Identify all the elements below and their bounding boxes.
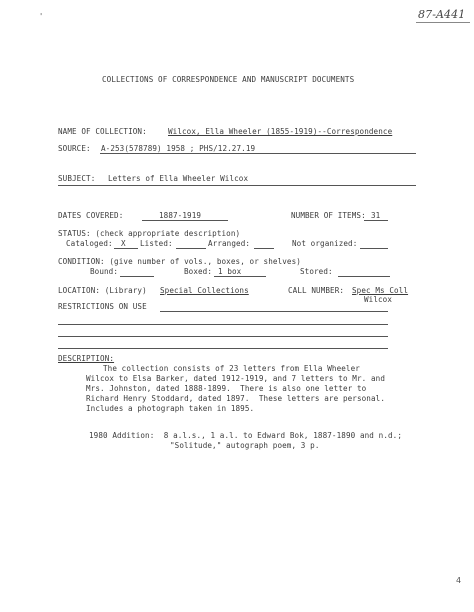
source-label: SOURCE: [58,144,91,153]
boxed-value: 1 box [218,267,242,276]
description-line: Includes a photograph taken in 1895. [86,404,255,413]
boxed-label: Boxed: [184,267,213,276]
dates-covered-underline [142,220,228,221]
subject-underline [58,185,416,186]
description-line: Mrs. Johnston, dated 1888-1899. There is also one letter to [86,384,367,393]
boxed-underline [214,276,266,277]
source-underline [100,153,416,154]
not-organized-label: Not organized: [292,239,358,248]
addition-line: 1980 Addition: 8 a.l.s., 1 a.l. to Edward Bok, 1887-1890 and n.d.; [89,431,403,440]
subject-value: Letters of Ella Wheeler Wilcox [108,174,249,183]
source-value: A-253(578789) 1958 ; PHS/12.27.19 [101,144,256,153]
not-organized-underline [360,248,388,249]
condition-label: CONDITION: (give number of vols., boxes, or shelves) [58,257,301,266]
dates-covered-value: 1887-1919 [159,211,202,220]
number-of-items-value: 31 [371,211,381,220]
description-line: The collection consists of 23 letters from Ella Wheeler [103,364,360,373]
description-line: Richard Henry Stoddard, dated 1897. These letters are personal. [86,394,385,403]
cataloged-underline [114,248,138,249]
description-label: DESCRIPTION: [58,354,115,363]
listed-underline [176,248,206,249]
status-label: STATUS: (check appropriate description) [58,229,241,238]
addition-line: "Solitude," autograph poem, 3 p. [170,441,320,450]
call-number-value-line-1: Spec Ms Coll [352,286,409,295]
number-of-items-underline [364,220,388,221]
dates-covered-label: DATES COVERED: [58,211,124,220]
tick-mark: ' [40,12,43,21]
listed-label: Listed: [140,239,173,248]
page-corner-mark: 4 [456,576,462,585]
call-number-value-line-2: Wilcox [364,295,393,304]
cataloged-label: Cataloged: [66,239,113,248]
call-number-label: CALL NUMBER: [288,286,345,295]
location-label: LOCATION: (Library) [58,286,147,295]
subject-label: SUBJECT: [58,174,96,183]
number-of-items-label: NUMBER OF ITEMS: [291,211,366,220]
stored-label: Stored: [300,267,333,276]
restrictions-line-2 [58,324,388,325]
location-value: Special Collections [160,286,249,295]
form-heading: COLLECTIONS OF CORRESPONDENCE AND MANUSCRIPT DOCUMENTS [102,75,355,84]
restrictions-underline [160,311,388,312]
handwritten-accession-number: 87-A441 [418,8,466,21]
name-of-collection-label: NAME OF COLLECTION: [58,127,147,136]
cataloged-value: X [121,239,126,248]
description-line: Wilcox to Elsa Barker, dated 1912-1919, and 7 letters to Mr. and [86,374,385,383]
arranged-label: Arranged: [208,239,251,248]
restrictions-line-3 [58,336,388,337]
name-of-collection-value: Wilcox, Ella Wheeler (1855-1919)--Correspondence [168,127,393,136]
stored-underline [338,276,390,277]
restrictions-line-4 [58,348,388,349]
accession-underline [416,22,470,23]
restrictions-label: RESTRICTIONS ON USE [58,302,147,311]
bound-label: Bound: [90,267,119,276]
bound-underline [120,276,154,277]
arranged-underline [254,248,274,249]
